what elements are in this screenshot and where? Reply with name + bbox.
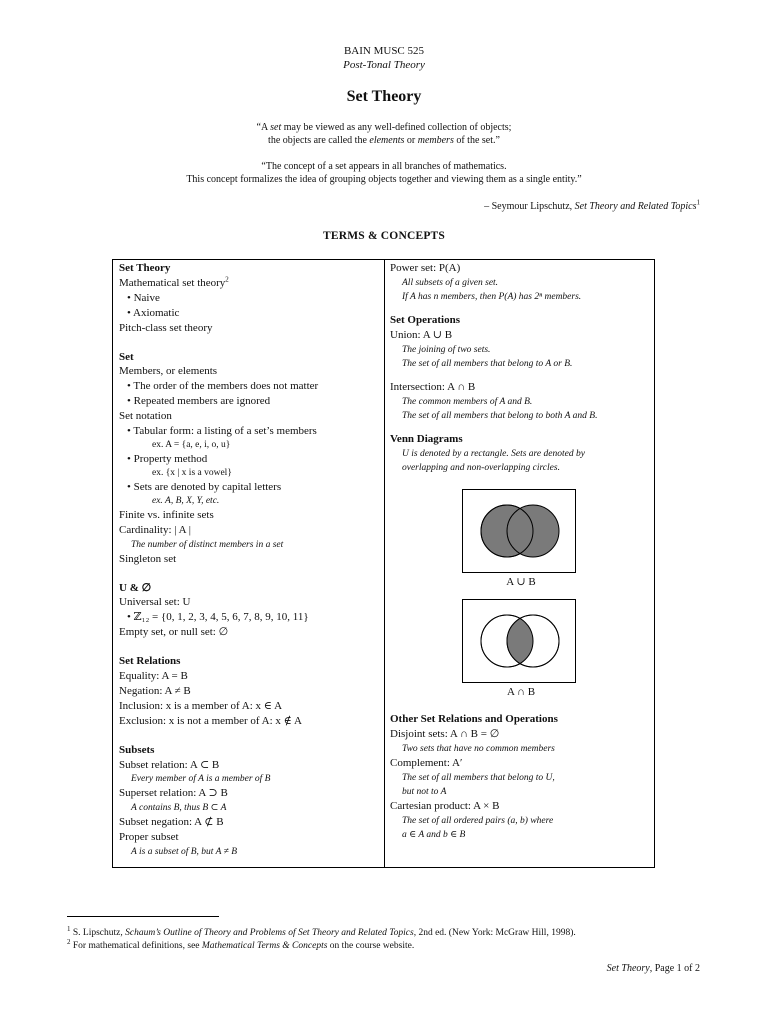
note: The set of all members that belong to U, [402, 773, 555, 784]
note: The set of all members that belong to A or B. [402, 358, 573, 369]
footnote-1: $^1$ S. Lipschutz, Schaum’s Outline of Theory and Problems of Set Theory and Related Topics, 2nd ed. (New York: McGraw Hill, 1998). [67, 924, 576, 938]
venn-union-diagram [462, 489, 576, 573]
math-set-theory: Mathematical set theory$^2$ [119, 275, 229, 289]
subset-relation: Subset relation: A ⊂ B [119, 758, 220, 771]
note: overlapping and non-overlapping circles. [402, 462, 560, 473]
note: but not to A [402, 787, 447, 798]
note: Two sets that have no common members [402, 744, 555, 755]
terms-table [112, 259, 655, 868]
negation: Negation: A ≠ B [119, 684, 191, 697]
page-header [0, 44, 768, 72]
note: a ∈ A and b ∈ B [402, 829, 466, 840]
example: ex. {x | x is a vowel} [152, 467, 232, 478]
heading-subsets: Subsets [119, 743, 155, 756]
note: A contains B, thus B ⊂ A [131, 803, 227, 814]
course-subtitle: Post-Tonal Theory [343, 59, 425, 71]
note: The common members of A and B. [402, 396, 533, 407]
cardinality: Cardinality: | A | [119, 523, 191, 536]
note: The joining of two sets. [402, 344, 491, 355]
quote-1-line-1: “A set may be viewed as any well-defined collection of objects; [256, 122, 512, 133]
footnote-2: $^2$ For mathematical definitions, see Mathematical Terms & Concepts on the course website. [67, 937, 415, 951]
quote-1-line-2: the objects are called the elements or members of the set.” [268, 134, 500, 146]
list-item: • Tabular form: a listing of a set’s members [127, 425, 317, 438]
heading-set-theory: Set Theory [119, 262, 171, 274]
example: ex. A, B, X, Y, etc. [152, 495, 220, 506]
power-set: Power set: P(A) [390, 262, 461, 274]
attribution: – Seymour Lipschutz, Set Theory and Related Topics$^1$ [484, 198, 700, 212]
finite-infinite: Finite vs. infinite sets [119, 508, 214, 521]
venn-union-svg [463, 490, 575, 572]
pitch-class-set-theory: Pitch-class set theory [119, 321, 213, 334]
course-code: BAIN MUSC 525 [343, 45, 425, 57]
note: A is a subset of B, but A ≠ B [131, 847, 238, 858]
heading-set-relations: Set Relations [119, 655, 181, 668]
disjoint-sets: Disjoint sets: A ∩ B = ∅ [390, 728, 500, 741]
list-item: • The order of the members does not matter [127, 380, 319, 393]
column-divider [384, 260, 385, 867]
inclusion: Inclusion: x is a member of A: x ∈ A [119, 699, 283, 712]
members: Members, or elements [119, 365, 218, 378]
note: All subsets of a given set. [402, 277, 499, 288]
subset-negation: Subset negation: A ⊄ B [119, 816, 224, 829]
union: Union: A ∪ B [390, 328, 453, 341]
page-number: Set Theory, Page 1 of 2 [606, 963, 700, 974]
note: The set of all ordered pairs (a, b) where [402, 815, 554, 826]
list-item: • Axiomatic [127, 306, 180, 319]
universal-set: Universal set: U [119, 596, 191, 609]
singleton-set: Singleton set [119, 552, 177, 565]
venn-intersection-diagram [462, 599, 576, 683]
quote-2-line-1: “The concept of a set appears in all branches of mathematics. [261, 161, 507, 172]
footnote-rule [67, 916, 219, 917]
left-column [119, 261, 381, 859]
set-notation: Set notation [119, 410, 172, 423]
intersection: Intersection: A ∩ B [390, 380, 476, 393]
cartesian-product: Cartesian product: A × B [390, 800, 500, 813]
section-heading: TERMS & CONCEPTS [322, 230, 446, 242]
heading-universal-empty: U & ∅ [119, 581, 152, 594]
exclusion: Exclusion: x is not a member of A: x ∉ A [119, 714, 302, 727]
note: If A has n members, then P(A) has 2ⁿ members. [402, 291, 582, 302]
complement: Complement: A′ [390, 757, 463, 770]
note: Every member of A is a member of B [131, 774, 271, 785]
epigraph [0, 122, 768, 186]
superset-relation: Superset relation: A ⊃ B [119, 787, 228, 800]
example: ex. A = {a, e, i, o, u} [152, 439, 231, 450]
list-item: • Naive [127, 291, 160, 304]
heading-set: Set [119, 350, 134, 363]
list-item: • Property method [127, 452, 208, 465]
footnotes [67, 924, 717, 953]
list-item: • Sets are denoted by capital letters [127, 480, 282, 493]
note: The number of distinct members in a set [131, 539, 284, 550]
heading-venn-diagrams: Venn Diagrams [390, 432, 463, 445]
list-item: • Repeated members are ignored [127, 395, 271, 408]
note: U is denoted by a rectangle. Sets are denoted by [402, 448, 585, 459]
equality: Equality: A = B [119, 670, 188, 683]
venn-intersection-svg [463, 600, 575, 682]
heading-set-operations: Set Operations [390, 313, 460, 326]
list-item: • ℤ₁₂ = {0, 1, 2, 3, 4, 5, 6, 7, 8, 9, 10, 11} [127, 611, 309, 624]
heading-other-relations: Other Set Relations and Operations [390, 713, 558, 726]
venn-intersection-label: A ∩ B [506, 686, 536, 699]
right-column [390, 261, 652, 842]
note: The set of all members that belong to both A and B. [402, 410, 598, 421]
proper-subset: Proper subset [119, 831, 179, 844]
empty-set: Empty set, or null set: ∅ [119, 626, 229, 639]
venn-union-label: A ∪ B [506, 575, 536, 588]
page-title: Set Theory [346, 88, 422, 105]
quote-2-line-2: This concept formalizes the idea of grouping objects together and viewing them as a single entity.” [186, 173, 582, 185]
